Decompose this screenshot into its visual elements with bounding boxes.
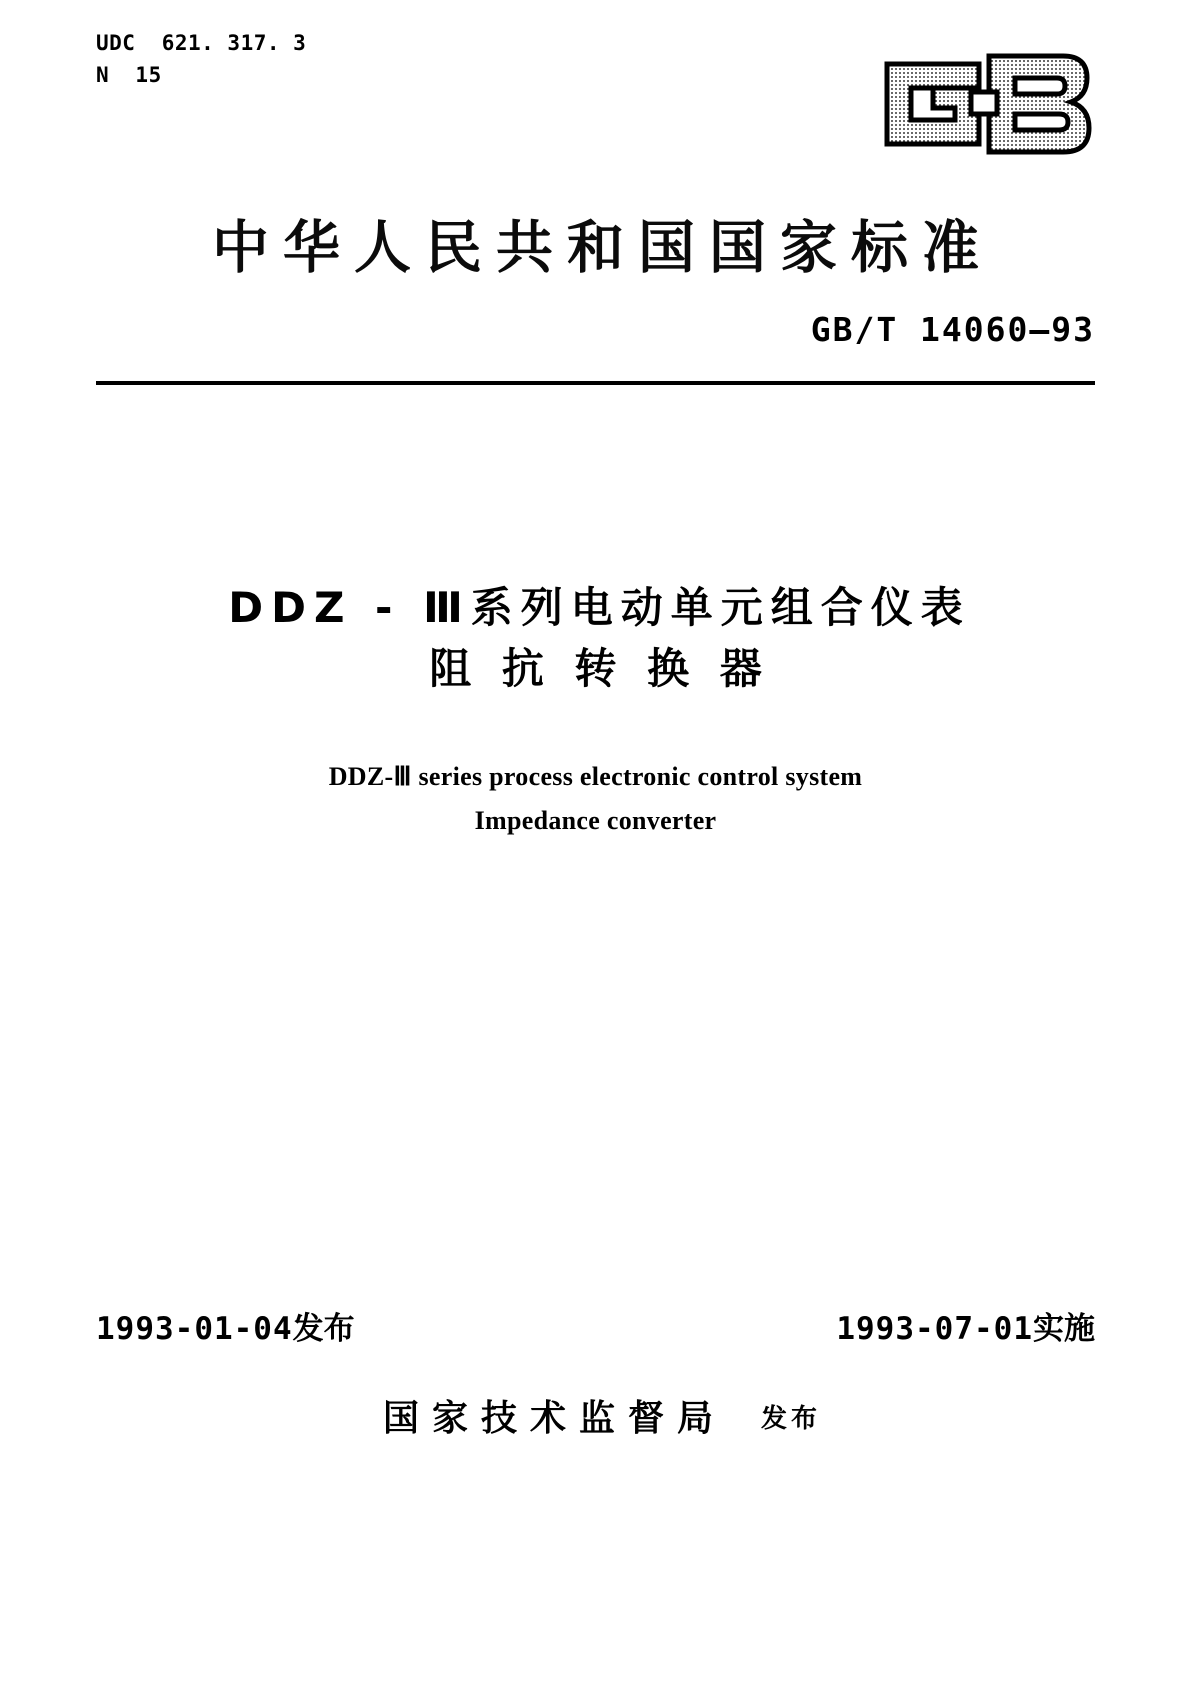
- publisher-name: 国家技术监督局: [382, 1398, 726, 1439]
- udc-code: UDC 621. 317. 3: [96, 31, 307, 55]
- publisher-verb: 发布: [761, 1404, 822, 1434]
- udc-classification-block: [96, 28, 306, 91]
- gb-national-standard-emblem-icon: [875, 48, 1095, 158]
- header-divider: [96, 381, 1095, 385]
- document-title-chinese-line2: 阻 抗 转 换 器: [429, 643, 770, 693]
- effective-date-value: 1993-07-01: [836, 1311, 1033, 1347]
- issue-date-value: 1993-01-04: [96, 1311, 293, 1347]
- effective-date: [836, 1303, 1095, 1348]
- standard-number: GB/T 14060—93: [810, 310, 1095, 349]
- national-standard-title: 中华人民共和国国家标准: [212, 215, 993, 281]
- issue-date-label: 发布: [292, 1311, 355, 1347]
- udc-category-code: N 15: [96, 62, 162, 87]
- document-title-chinese: [0, 578, 1191, 700]
- issue-date: [96, 1303, 355, 1348]
- document-title-chinese-line1: DDZ - Ⅲ系列电动单元组合仪表: [228, 583, 971, 632]
- document-title-english-line2: Impedance converter: [474, 806, 717, 836]
- document-title-english: [0, 755, 1191, 843]
- effective-date-label: 实施: [1033, 1311, 1095, 1347]
- document-title-english-line1: DDZ-Ⅲ series process electronic control system: [328, 762, 863, 791]
- publisher-line: [0, 1390, 1191, 1441]
